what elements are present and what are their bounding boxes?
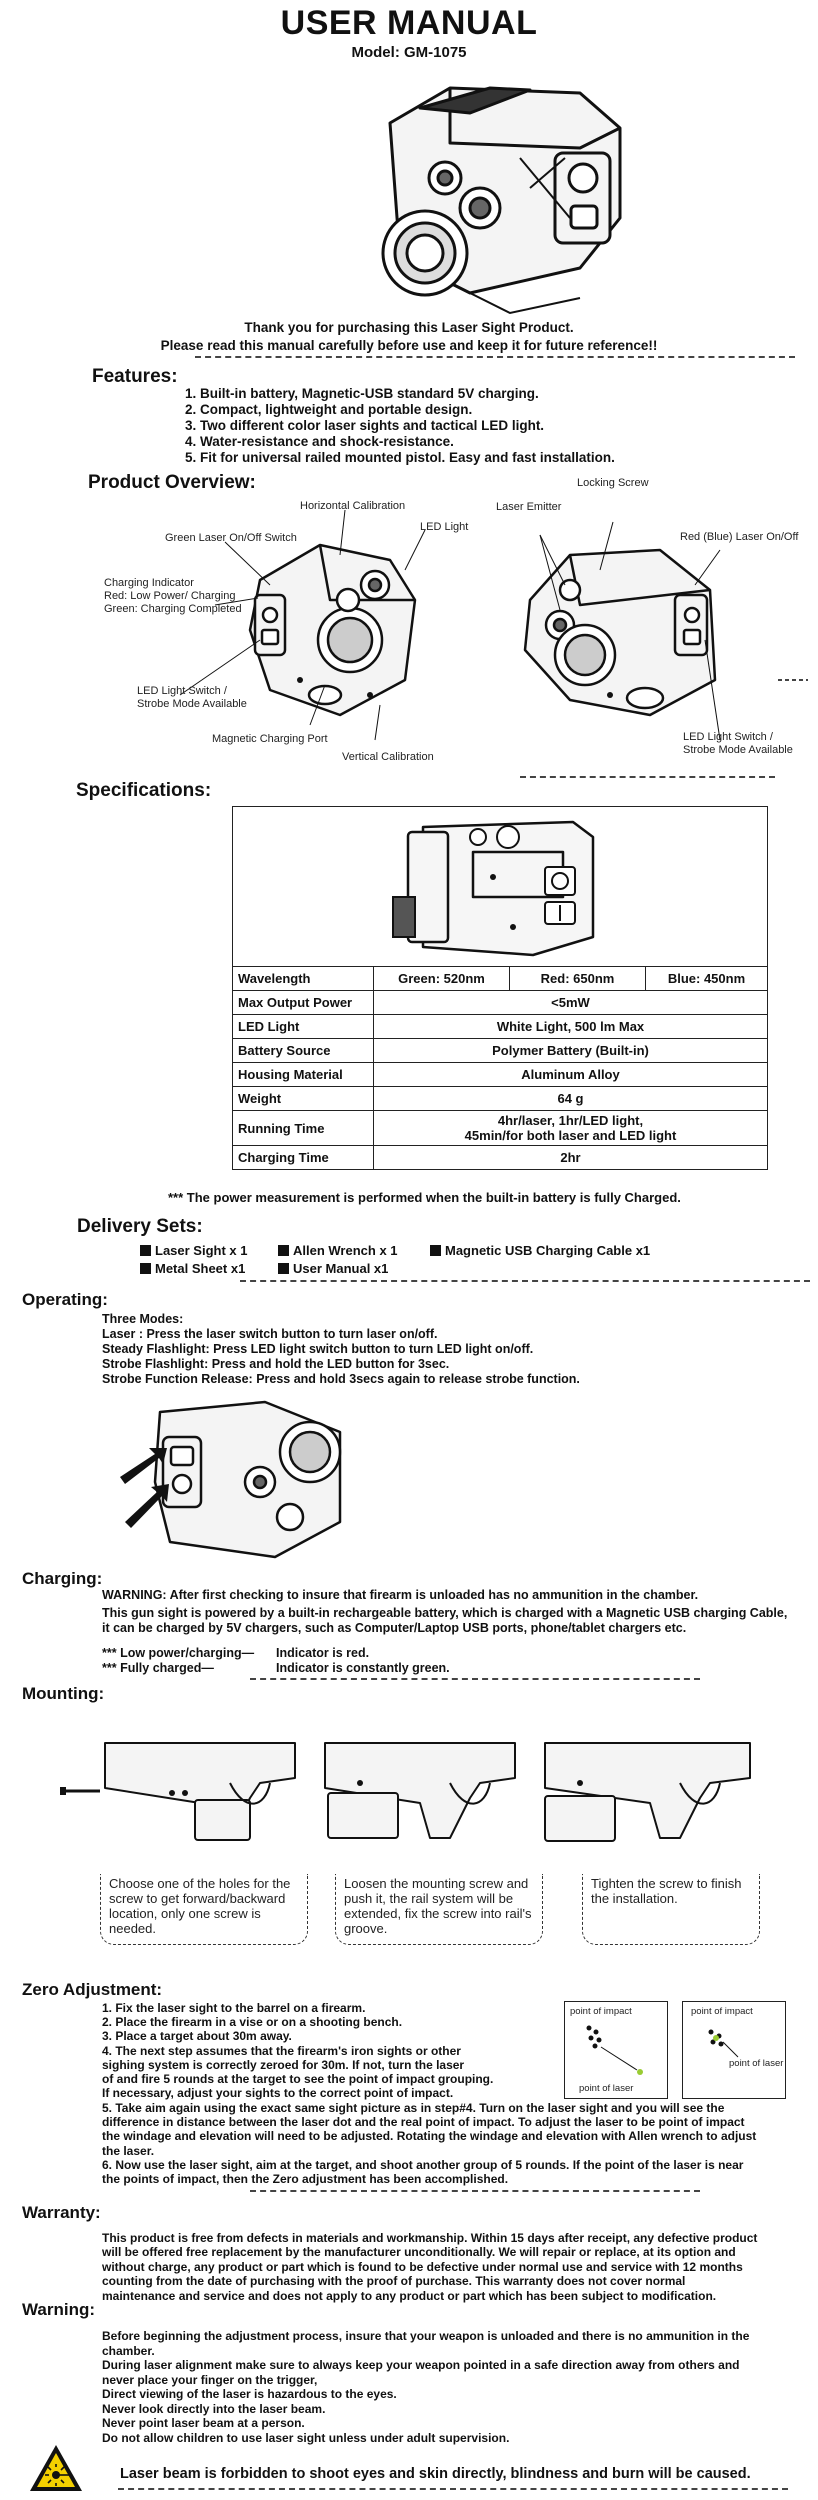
mounting-step-1: Choose one of the holes for the screw to get forward/backward location, only one screw is needed. <box>100 1874 308 1945</box>
charging-low-value: Indicator is red. <box>276 1646 370 1660</box>
divider <box>240 1280 810 1282</box>
spec-row-running-time <box>233 1111 768 1146</box>
zero-diagram-after <box>682 2001 786 2099</box>
spec-value: Aluminum Alloy <box>374 1063 768 1087</box>
manual-title: USER MANUAL <box>280 4 538 42</box>
charging-text: This gun sight is powered by a built-in rechargeable battery, which is charged with a Magnetic USB charging Cable, it can be charged by 5V chargers, such as Computer/Laptop USB ports, phone/tablet chargers etc. <box>102 1606 788 1635</box>
mounting-step-2: Loosen the mounting screw and push it, the rail system will be extended, fix the screw into rail's groove. <box>335 1874 543 1945</box>
spec-image-frame <box>232 806 768 967</box>
spec-row-charging-time <box>233 1146 768 1170</box>
spec-label: Weight <box>233 1087 374 1111</box>
spec-label: Max Output Power <box>233 991 374 1015</box>
spec-label: Battery Source <box>233 1039 374 1063</box>
operating-text: Three Modes: Laser : Press the laser switch button to turn laser on/off. Steady Flashlight: Press LED light switch button to turn LED light on/off. Strobe Flashlight: Press and hold the LED button for 3sec. Strobe Function Release: Press and hold 3secs again to release strobe function. <box>102 1312 580 1386</box>
label-vertical-calibration: Vertical Calibration <box>342 751 434 763</box>
warranty-heading: Warranty: <box>22 2203 101 2222</box>
spec-note: *** The power measurement is performed when the built-in battery is fully Charged. <box>168 1190 681 1205</box>
model-number: Model: GM-1075 <box>351 44 467 61</box>
poi-label: point of impact <box>691 2006 753 2017</box>
label-charging-indicator: Charging Indicator Red: Low Power/ Charging Green: Charging Completed <box>104 577 242 615</box>
mounting-illustrations <box>60 1738 760 1868</box>
delivery-item: User Manual x1 <box>278 1261 388 1276</box>
divider <box>118 2488 788 2490</box>
warning-heading: Warning: <box>22 2300 96 2319</box>
label-laser-emitter: Laser Emitter <box>496 501 562 513</box>
spec-label: Housing Material <box>233 1063 374 1087</box>
spec-value: 4hr/laser, 1hr/LED light, 45min/for both laser and LED light <box>374 1111 768 1146</box>
zero-diagram-before <box>564 2001 668 2099</box>
delivery-item: Metal Sheet x1 <box>140 1261 245 1276</box>
delivery-item: Magnetic USB Charging Cable x1 <box>430 1243 650 1258</box>
features-list <box>185 386 615 466</box>
label-locking-screw: Locking Screw <box>577 477 649 489</box>
spec-row <box>233 1087 768 1111</box>
specifications-heading: Specifications: <box>76 780 212 801</box>
spec-table <box>232 966 768 1170</box>
label-red-blue-switch: Red (Blue) Laser On/Off <box>680 531 799 543</box>
divider <box>520 776 775 778</box>
feature-item: 1. Built-in battery, Magnetic-USB standard 5V charging. <box>185 386 539 401</box>
spec-value: 64 g <box>374 1087 768 1111</box>
delivery-heading: Delivery Sets: <box>77 1216 203 1237</box>
product-hero-illustration <box>330 68 660 318</box>
label-led-switch-left: LED Light Switch / Strobe Mode Available <box>137 685 247 710</box>
spec-label: Running Time <box>233 1111 374 1146</box>
divider <box>250 2190 700 2192</box>
thanks-line-2: Please read this manual carefully before use and keep it for future reference!! <box>160 338 658 353</box>
warranty-text: This product is free from defects in materials and workmanship. Within 15 days after receipt, any defective product will be offered free replacement by the manufacturer unconditionally. We will repair or replace, at its option and without charge, any product or part which is found to be defective under normal use and service with 12 months counting from the date of purchasing with the proof of purchase. This warranty does not cover normal maintenance and service and does not apply to any product or part which has been subject to modification. <box>102 2231 758 2303</box>
warning-final: Laser beam is forbidden to shoot eyes and skin directly, blindness and burn will be caused. <box>120 2466 751 2482</box>
laser-hazard-icon <box>28 2443 84 2493</box>
label-green-laser-switch: Green Laser On/Off Switch <box>165 532 297 544</box>
feature-item: 3. Two different color laser sights and tactical LED light. <box>185 418 545 433</box>
charging-full-value: Indicator is constantly green. <box>276 1661 450 1675</box>
charging-heading: Charging: <box>22 1569 103 1588</box>
spec-row <box>233 991 768 1015</box>
operating-illustration <box>115 1392 365 1572</box>
pol-label: point of laser <box>729 2058 784 2069</box>
spec-device-illustration <box>233 807 767 967</box>
spec-row <box>233 1063 768 1087</box>
spec-row-wavelength <box>233 967 768 991</box>
mounting-step-3: Tighten the screw to finish the installation. <box>582 1874 760 1945</box>
charging-warning: WARNING: After first checking to insure that firearm is unloaded has no ammunition in the chamber. <box>102 1588 699 1602</box>
spec-row <box>233 1015 768 1039</box>
zero-heading: Zero Adjustment: <box>22 1980 163 1999</box>
feature-item: 4. Water-resistance and shock-resistance. <box>185 434 454 449</box>
delivery-item: Laser Sight x 1 <box>140 1243 247 1258</box>
label-horizontal-calibration: Horizontal Calibration <box>300 500 406 512</box>
spec-label: Charging Time <box>233 1146 374 1170</box>
zero-steps-bottom: 5. Take aim again using the exact same sight picture as in step#4. Turn on the laser sight and you will see the difference in distance between the laser dot and the real point of impact. To adjust the laser to be point of impact the windage and elevation will need to be adjusted. Rotating the windage and elevation with Allen wrench to adjust the laser. 6. Now use the laser sight, aim at the target, and shoot another group of 5 rounds. If the point of the laser is near the points of impact, then the Zero adjustment has been accomplished. <box>102 2101 757 2187</box>
spec-value: Polymer Battery (Built-in) <box>374 1039 768 1063</box>
spec-label: Wavelength <box>233 967 374 991</box>
spec-value-blue: Blue: 450nm <box>646 967 768 991</box>
mounting-heading: Mounting: <box>22 1684 105 1703</box>
thanks-line-1: Thank you for purchasing this Laser Sight Product. <box>244 320 574 335</box>
divider <box>250 1678 700 1680</box>
spec-value: 2hr <box>374 1146 768 1170</box>
charging-low-label: *** Low power/charging— <box>102 1646 255 1660</box>
spec-value: <5mW <box>374 991 768 1015</box>
spec-label: LED Light <box>233 1015 374 1039</box>
zero-steps-top: 1. Fix the laser sight to the barrel on a firearm. 2. Place the firearm in a vise or on a shooting bench. 3. Place a target about 30m away. 4. The next step assumes that the firearm's iron sights or other sighing system is correctly zeroed for 30m. If not, turn the laser of and fire 5 rounds at the target to see the point of impact grouping. If necessary, adjust your sights to the correct point of impact. <box>102 2001 494 2101</box>
features-heading: Features: <box>92 366 178 387</box>
overview-heading: Product Overview: <box>88 472 256 493</box>
spec-value-green: Green: 520nm <box>374 967 510 991</box>
charging-full-label: *** Fully charged— <box>102 1661 214 1675</box>
spec-value-red: Red: 650nm <box>510 967 646 991</box>
warning-text: Before beginning the adjustment process, insure that your weapon is unloaded and there is no ammunition in the chamber. During laser alignment make sure to always keep your weapon pointed in a safe direction away from others and never place your finger on the trigger, Direct viewing of the laser is hazardous to the eyes. Never look directly into the laser beam. Never point laser beam at a person. Do not allow children to use laser sight unless under adult supervision. <box>102 2329 750 2445</box>
pol-label: point of laser <box>579 2083 634 2094</box>
spec-value: White Light, 500 lm Max <box>374 1015 768 1039</box>
feature-item: 2. Compact, lightweight and portable design. <box>185 402 473 417</box>
label-magnetic-port: Magnetic Charging Port <box>212 733 328 745</box>
poi-label: point of impact <box>570 2006 632 2017</box>
divider <box>195 356 795 358</box>
label-led-light: LED Light <box>420 521 469 533</box>
poi-diagram-after <box>683 2002 785 2098</box>
spec-row <box>233 1039 768 1063</box>
delivery-item: Allen Wrench x 1 <box>278 1243 398 1258</box>
feature-item: 5. Fit for universal railed mounted pistol. Easy and fast installation. <box>185 450 615 465</box>
operating-heading: Operating: <box>22 1290 108 1309</box>
label-led-switch-right: LED Light Switch / Strobe Mode Available <box>683 731 793 756</box>
